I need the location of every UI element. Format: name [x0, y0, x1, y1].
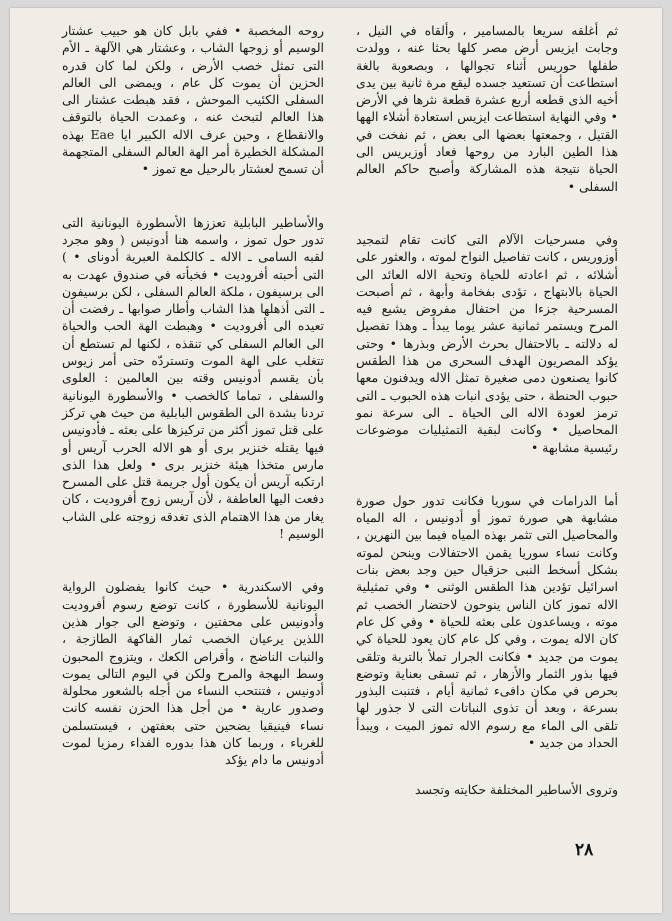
- paragraph-osiris-myth: ثم أغلقه سريعا بالمسامير ، وألقاه في النيل ، وجابت ايزيس أرض مصر كلها بحثا عنه ، وولدت طفلها حوريس أثناء تجوالها ، وبصعوبة بالغة استطاعت أن تستعيد جسده لیقع مرة ثانية بين يدى أخيه الذى قطعه أربع عشرة قطعة نثرها في الأرض • وفي النهاية استطاعت ايزيس استعادة أشلاء الهها القتيل ، وجمعتها بعضها الى بعض ، ثم نفخت في هذا الطين البارد من روحها فعاد أوزيريس الى الحياة نتيجة هذه المشاركة وأصبح حاكم العالم السفلى •: [356, 23, 618, 194]
- paragraph-gap: [356, 195, 618, 231]
- paragraph-passion-plays: وفي مسرحيات الآلام التى كانت تقام لتمجيد أوزوريس ، كانت تفاصيل النواح لموته ، والعثور على أشلائه ، ثم اعادته للحياة وتحية الاله العائد الى الحياة بالابتهاج ، تؤدى بفخامة وأبهة ، ثم أصبحت المسرحية جزءا من احتفال مفروض يشيع فيه المرح ويستمر ثمانية عشر يوما يبدأ ـ وهذا تفصيل له دلالته ـ بالاحتفال بحرث الأرض وبذرها • وحتى يؤكد المصريون الهدف السحرى من هذا الطقس كانوا يصنعون دمى صغيرة تمثل الاله ويدفنون معها حبوب الحنطة ، حتى يؤدى انبات هذه الحبوب ـ التى ترمز لعودة الاله الى الحياة ـ الى سرعة نمو المحاصيل • وكانت لبقية التمثيليات موضوعات رئيسية مشابهة •: [356, 231, 618, 455]
- paragraph-gap: [62, 542, 324, 578]
- paragraph-gap: [62, 178, 324, 214]
- magazine-page: [10, 8, 662, 913]
- left-text-column: [62, 22, 324, 769]
- paragraph-gap: [356, 456, 618, 492]
- right-text-column: [356, 22, 618, 799]
- paragraph-alexandria: وفي الاسكندرية • حيث كانوا يفضلون الرواية اليونانية للأسطورة ، كانت توضع رسوم أفروديت وأدونيس على محفتين ، وتوضع الى جوار هذين اللذين يرعيان الخصب ثمار الفاكهة الطازجة ، والنبات الناضج ، وأقراص الكعك ، ويتزوج المحبون وسط البهجة والمرح ولكن في اليوم التالى يموت أدونيس ، فتنتحب النساء من أجله بالشعور محلولة وصدور عارية • من أجل هذا الحزن نفسه كانت نساء فينيقيا يضحين حتى بعفتهن ، فيستسلمن للغرباء ، وربما كان هذا بدوره الفداء رمزيا لموت أدونيس ما دام يؤكد: [62, 579, 324, 768]
- paragraph-babylon-ishtar: روحه المخصبة • ففي بابل كان هو حبيب عشتار الوسيم أو زوجها الشاب ، وعشتار هي الآلهة ـ الأم التى تمثل خصب الأرض ، ولكن لما كان قدره الحزين أن يموت كل عام ، ويمضى الى العالم السفلى الكئيب الموحش ، فقد هبطت عشتار الى هذا العالم لتبحث عنه ، وعمدت الحياة بالتوقف والانقطاع ، وحين عرف الاله الكبير ايا Eae بهذه المشكلة الخطيرة أمر الهة العالم السفلى المتجهمة أن تسمح لعشتار بالرحيل مع تموز •: [62, 23, 324, 177]
- paragraph-continuation-start: وتروى الأساطير المختلفة حكايته وتجسد: [414, 782, 618, 798]
- paragraph-greek-adonis: والأساطير البابلية تعززها الأسطورة اليونانية التى تدور حول تموز ، واسمه هنا أدونيس ( وهو مجرد لقبه السامى ـ الاله ـ كالكلمة العبرية أدوناى • ) التى أحبته أفروديت • فخبأته في صندوق عهدت به الى برسيفون ، ملكة العالم السفلى ، لكن برسيفون ـ التى أذهلها هذا الشاب وأطار صوابها ـ رفضت أن تعيده الى أفروديت • وهبطت الهة الحب والحياة الى العالم السفلى كي تنقذه ، لكنها لم تستطع أن تتغلب على الهة الموت وتستردّه حتى أمر زيوس بأن يقسم أدونيس وقته بين العالمين : العلوى والسفلى ، تماما كالخصب • والأسطورة اليونانية تردنا بشدة الى الطقوس البابلية من حيث هي تركز على قتل تموز أكثر من تركيزها على بعثه ـ فأدونيس فيها يقتله خنزير برى أو هو الاله الحرب آريس أو مارس متخذا هيئة خنزير برى • ولعل هذا الذى ارتكبه آريس أن يكون أول جريمة قتل على المسرح دفعت اليها العاطفة ، لأن آريس زوج أفروديت ، كان يغار من هذا الاهتمام الذى تغدقه زوجته على الشاب الوسيم !: [62, 214, 324, 542]
- paragraph-syria-dramas: أما الدرامات في سوريا فكانت تدور حول صورة مشابهة هي صورة تموز أو أدونيس ، اله المياه والمحاصيل التى تثمر بهذه المياه فيما بين النهرين ، وكانت نساء سوريا يقمن الاحتفالات وينحن لموته بشكل أسخط النبى حزقيال حين وجد بعض بنات اسرائيل تؤدين هذا الطقس الوثنى • وفي تمثيلية الاله تموز كان الناس ينوحون لاحتضار الخصب ثم موته ، ويساعدون على بعثه للحياة • وفي كل عام كان الاله يموت ، وفي كل عام كان يعود للحياة كي يموت من جديد • فكانت الجرار تملأ بالتربة وتلقى فيها بذور الثمار والأزهار ، ثم تسقى بعناية وتوضع بحرص في مكان دافىء ثمانية أيام ، فتنبت البذور بسرعة ، وبعد أن تذوى النباتات التى لا جذور لها تلقى الى الماء مع رسوم الاله تموز الميت ، ويبدأ الحداد من جديد •: [356, 492, 618, 750]
- page-number: ٢٨: [575, 840, 594, 860]
- paragraph-gap: [356, 751, 618, 781]
